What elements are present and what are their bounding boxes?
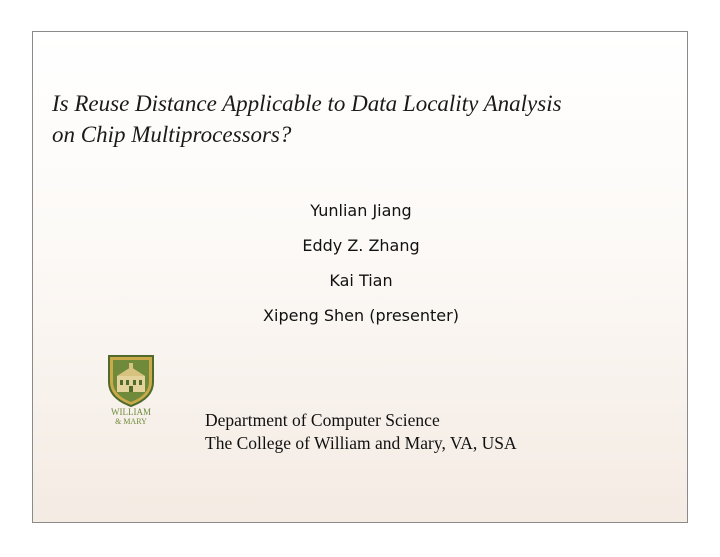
author-name: Eddy Z. Zhang xyxy=(302,236,420,255)
affiliation xyxy=(205,409,517,455)
logo-line-2: & MARY xyxy=(115,417,147,426)
slide xyxy=(32,31,688,523)
logo-line-1: WILLIAM xyxy=(111,407,151,417)
william-and-mary-logo xyxy=(101,354,161,426)
affiliation-department: Department of Computer Science xyxy=(205,410,440,430)
title-line-2: on Chip Multiprocessors? xyxy=(52,122,292,147)
title-line-1: Is Reuse Distance Applicable to Data Locality Analysis xyxy=(52,91,562,116)
author-name: Kai Tian xyxy=(329,271,393,290)
affiliation-college: The College of William and Mary, VA, USA xyxy=(205,433,517,453)
author-list xyxy=(33,200,689,340)
slide-title xyxy=(52,88,672,150)
author-name: Yunlian Jiang xyxy=(310,201,412,220)
author-name: Xipeng Shen (presenter) xyxy=(263,306,459,325)
william-and-mary-crest-icon xyxy=(101,354,161,426)
